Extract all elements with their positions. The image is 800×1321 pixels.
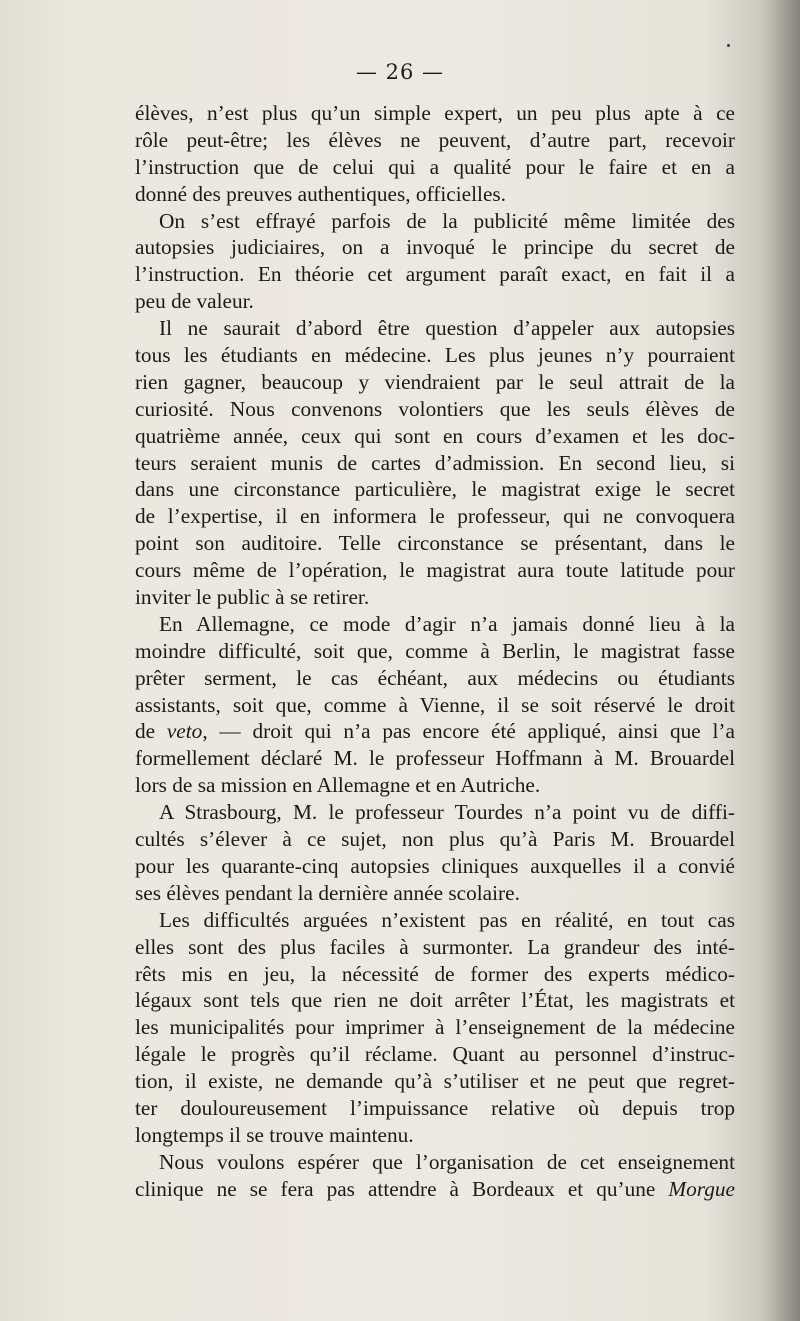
text-line: Les difficultés arguées n’existent pas en réalité, en tout cas — [159, 907, 735, 932]
text-line: l’instruction que de celui qui a qualité pour le faire et en a — [135, 154, 735, 179]
text-line: rien gagner, beaucoup y viendraient par le seul attrait de la — [135, 369, 735, 394]
text-line: légale le progrès qu’il réclame. Quant au personnel d’instruc- — [135, 1042, 735, 1067]
text-line: lors de sa mission en Allemagne et en Autriche. — [135, 773, 541, 798]
text-line: point son auditoire. Telle circonstance se présentant, dans le — [135, 531, 735, 556]
text-line: formellement déclaré M. le professeur Hoffmann à M. Brouardel — [135, 746, 735, 771]
text-line: donné des preuves authentiques, officielles. — [135, 181, 507, 206]
paper-speck — [727, 44, 730, 47]
text-line: curiosité. Nous convenons volontiers que les seuls élèves de — [135, 396, 735, 421]
text-line: inviter le public à se retirer. — [135, 585, 370, 610]
text-line: légaux sont tels que rien ne doit arrêter l’État, les magistrats et — [135, 988, 735, 1013]
text-line: peu de valeur. — [135, 289, 254, 314]
text-line: autopsies judiciaires, on a invoqué le principe du secret de — [135, 235, 735, 260]
text-line: En Allemagne, ce mode d’agir n’a jamais donné lieu à la — [159, 611, 735, 636]
text-line: rôle peut-être; les élèves ne peuvent, d’autre part, recevoir — [135, 127, 735, 152]
body-text — [135, 100, 735, 1203]
text-line: rêts mis en jeu, la nécessité de former des experts médico- — [135, 961, 735, 986]
text-line: cultés s’élever à ce sujet, non plus qu’à Paris M. Brouardel — [135, 827, 735, 852]
text-line: assistants, soit que, comme à Vienne, il se soit réservé le droit — [135, 692, 735, 717]
text-line: prêter serment, le cas échéant, aux médecins ou étudiants — [135, 665, 735, 690]
text-line: de l’expertise, il en informera le professeur, qui ne convoquera — [135, 504, 735, 529]
page-number: — 26 — — [355, 60, 445, 84]
text-line: On s’est effrayé parfois de la publicité même limitée des — [159, 208, 735, 233]
text-line: tous les étudiants en médecine. Les plus jeunes n’y pourraient — [135, 343, 735, 368]
text-line: cours même de l’opération, le magistrat aura toute latitude pour — [135, 558, 735, 583]
text-line: A Strasbourg, M. le professeur Tourdes n’a point vu de diffi- — [159, 800, 735, 825]
text-line: quatrième année, ceux qui sont en cours d’examen et les doc- — [135, 423, 735, 448]
text-line: de veto, — droit qui n’a pas encore été appliqué, ainsi que l’a — [135, 719, 735, 744]
text-line: l’instruction. En théorie cet argument paraît exact, en fait il a — [135, 262, 735, 287]
text-line: Nous voulons espérer que l’organisation de cet enseignement — [159, 1149, 735, 1174]
text-line: clinique ne se fera pas attendre à Bordeaux et qu’une Morgue — [135, 1176, 735, 1201]
text-line: ses élèves pendant la dernière année scolaire. — [135, 880, 520, 905]
text-line: élèves, n’est plus qu’un simple expert, un peu plus apte à ce — [135, 101, 735, 125]
text-line: tion, il existe, ne demande qu’à s’utiliser et ne peut que regret- — [135, 1069, 735, 1094]
text-line: pour les quarante-cinq autopsies cliniques auxquelles il a convié — [135, 853, 735, 878]
text-line: dans une circonstance particulière, le magistrat exige le secret — [135, 477, 735, 502]
text-line: moindre difficulté, soit que, comme à Berlin, le magistrat fasse — [135, 638, 735, 663]
text-line: les municipalités pour imprimer à l’enseignement de la médecine — [135, 1015, 735, 1040]
text-line: Il ne saurait d’abord être question d’appeler aux autopsies — [159, 316, 735, 341]
text-line: elles sont des plus faciles à surmonter. La grandeur des inté- — [135, 934, 735, 959]
text-line: longtemps il se trouve maintenu. — [135, 1122, 414, 1147]
text-line: ter douloureusement l’impuissance relative où depuis trop — [135, 1095, 735, 1120]
page-edge-shadow — [760, 0, 800, 1321]
text-line: teurs seraient munis de cartes d’admission. En second lieu, si — [135, 450, 735, 475]
